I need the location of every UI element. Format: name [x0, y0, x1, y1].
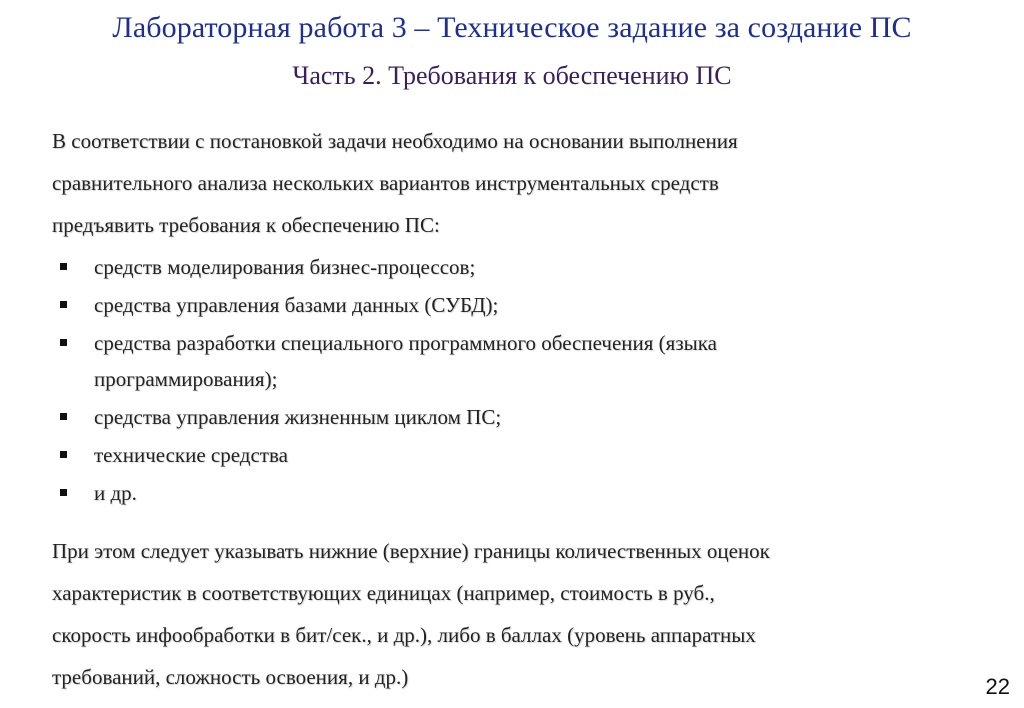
list-item	[58, 399, 958, 435]
intro-line: В соответствии с постановкой задачи необходимо на основании выполнения	[52, 129, 738, 153]
square-bullet-icon	[60, 451, 67, 458]
list-item	[58, 249, 958, 285]
intro-line: сравнительного анализа нескольких вариантов инструментальных средств	[52, 171, 719, 195]
list-item-text: и др.	[94, 481, 137, 505]
intro-line: предъявить требования к обеспечению ПС:	[52, 213, 440, 237]
closing-line: скорость инфообработки в бит/сек., и др.), либо в баллах (уровень аппаратных	[52, 623, 756, 647]
list-item	[58, 437, 958, 473]
list-item-text: средства управления жизненным циклом ПС;	[94, 405, 502, 429]
list-item	[58, 475, 958, 511]
slide-title: Лабораторная работа 3 – Техническое задание за создание ПС	[112, 11, 912, 44]
closing-line: При этом следует указывать нижние (верхние) границы количественных оценок	[52, 539, 770, 563]
square-bullet-icon	[60, 413, 67, 420]
slide-subtitle: Часть 2. Требования к обеспечению ПС	[292, 61, 732, 90]
list-item-text: средства управления базами данных (СУБД);	[94, 293, 499, 317]
closing-paragraph	[52, 530, 982, 698]
page-number: 22	[985, 674, 1010, 699]
closing-line: требований, сложность освоения, и др.)	[52, 665, 409, 689]
list-item	[58, 287, 958, 323]
closing-line: характеристик в соответствующих единицах (например, стоимость в руб.,	[52, 581, 715, 605]
list-item-text: программирования);	[94, 367, 278, 391]
square-bullet-icon	[60, 489, 67, 496]
list-item	[58, 325, 958, 397]
list-item-text: средства разработки специального программного обеспечения (языка	[94, 331, 717, 355]
square-bullet-icon	[60, 339, 67, 346]
intro-paragraph	[52, 120, 982, 246]
list-item-text: технические средства	[94, 443, 288, 467]
square-bullet-icon	[60, 301, 67, 308]
square-bullet-icon	[60, 263, 67, 270]
list-item-text: средств моделирования бизнес-процессов;	[94, 255, 476, 279]
requirements-list	[58, 249, 958, 513]
